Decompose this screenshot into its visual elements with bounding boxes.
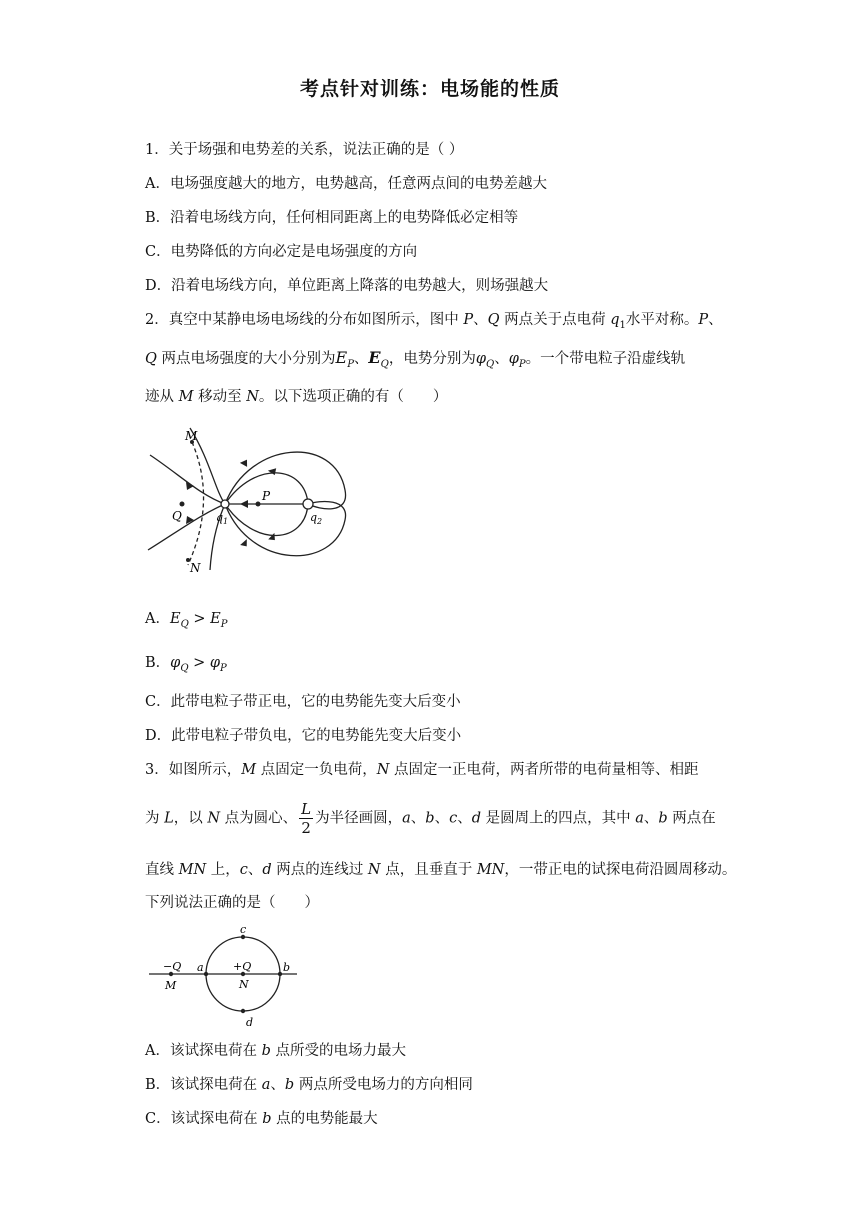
q1-option-c[interactable]: C．电势降低的方向必定是电场强度的方向 <box>145 244 418 260</box>
q2-fig-label-q2: $q_2$ <box>310 511 323 526</box>
q1-option-b[interactable]: B．沿着电场线方向，任何相同距离上的电势降低必定相等 <box>145 210 519 226</box>
q3-fig-label-neg-q: −Q <box>163 960 182 973</box>
q2-fig-label-p: P <box>262 489 271 503</box>
q2-field-lines-figure <box>140 420 360 580</box>
q2-fig-label-q: Q <box>172 509 182 523</box>
q2-stem-line2: Q 两点电场强度的大小分别为$E_P$、$E_Q$，电势分别为$\varphi_Q$、$\varphi_P$。一个带电粒子沿虚线轨 <box>145 348 686 370</box>
page-title: 考点针对训练：电场能的性质 <box>299 78 560 100</box>
q3-fig-label-pos-q: +Q <box>233 960 252 973</box>
q3-fig-label-d: d <box>246 1016 254 1029</box>
q3-option-c[interactable]: C．该试探电荷在 b 点的电势能最大 <box>145 1111 378 1127</box>
q2-option-c[interactable]: C．此带电粒子带正电，它的电势能先变大后变小 <box>145 694 461 710</box>
q1-option-a[interactable]: A．电场强度越大的地方，电势越高，任意两点间的电势差越大 <box>145 176 547 192</box>
q2-stem-line3: 迹从 M 移动至 N。以下选项正确的有（ ） <box>145 389 448 405</box>
q3-circle-figure <box>145 922 305 1032</box>
q3-fraction: $\frac{L}{2}$ <box>301 800 312 837</box>
q2-fig-label-n: N <box>190 561 201 575</box>
q3-stem-line3: 直线 MN 上，c、d 两点的连线过 N 点，且垂直于 MN，一带正电的试探电荷沿圆周移动。 <box>145 862 737 878</box>
q3-stem-line2: 为 L，以 N 点为圆心、 $\frac{L}{2}$ 为半径画圆，a、b、c、d 是圆周上的四点，其中 a、b 两点在 <box>145 800 716 837</box>
q3-fig-label-n: N <box>239 978 249 991</box>
q3-fig-label-c: c <box>240 923 247 936</box>
q3-stem-line4: 下列说法正确的是（ ） <box>145 895 319 911</box>
q2-fig-label-q1: $q_1$ <box>216 511 229 526</box>
q2-stem-line1: 2．真空中某静电场电场线的分布如图所示，图中 P、Q 两点关于点电荷 $q_1$水平对称。P、 <box>145 312 723 331</box>
q3-fig-label-m: M <box>165 979 177 992</box>
q1-stem: 1．关于场强和电势差的关系，说法正确的是（ ） <box>145 142 464 158</box>
q3-stem-line1: 3．如图所示，M 点固定一负电荷，N 点固定一正电荷，两者所带的电荷量相等、相距 <box>145 762 699 778</box>
q3-option-b[interactable]: B．该试探电荷在 a、b 两点所受电场力的方向相同 <box>145 1077 473 1093</box>
q1-option-d[interactable]: D．沿着电场线方向，单位距离上降落的电势越大，则场强越大 <box>145 278 549 294</box>
q3-option-a[interactable]: A．该试探电荷在 b 点所受的电场力最大 <box>145 1043 406 1059</box>
q3-fig-label-a: a <box>197 961 204 974</box>
q2-option-a[interactable]: A．$E_Q > E_P$ <box>145 611 228 630</box>
q3-fig-label-b: b <box>283 961 291 974</box>
q2-option-d[interactable]: D．此带电粒子带负电，它的电势能先变大后变小 <box>145 728 462 744</box>
q2-option-b[interactable]: B．$\varphi_Q > \varphi_P$ <box>145 655 227 674</box>
q2-fig-label-m: M <box>185 429 198 443</box>
